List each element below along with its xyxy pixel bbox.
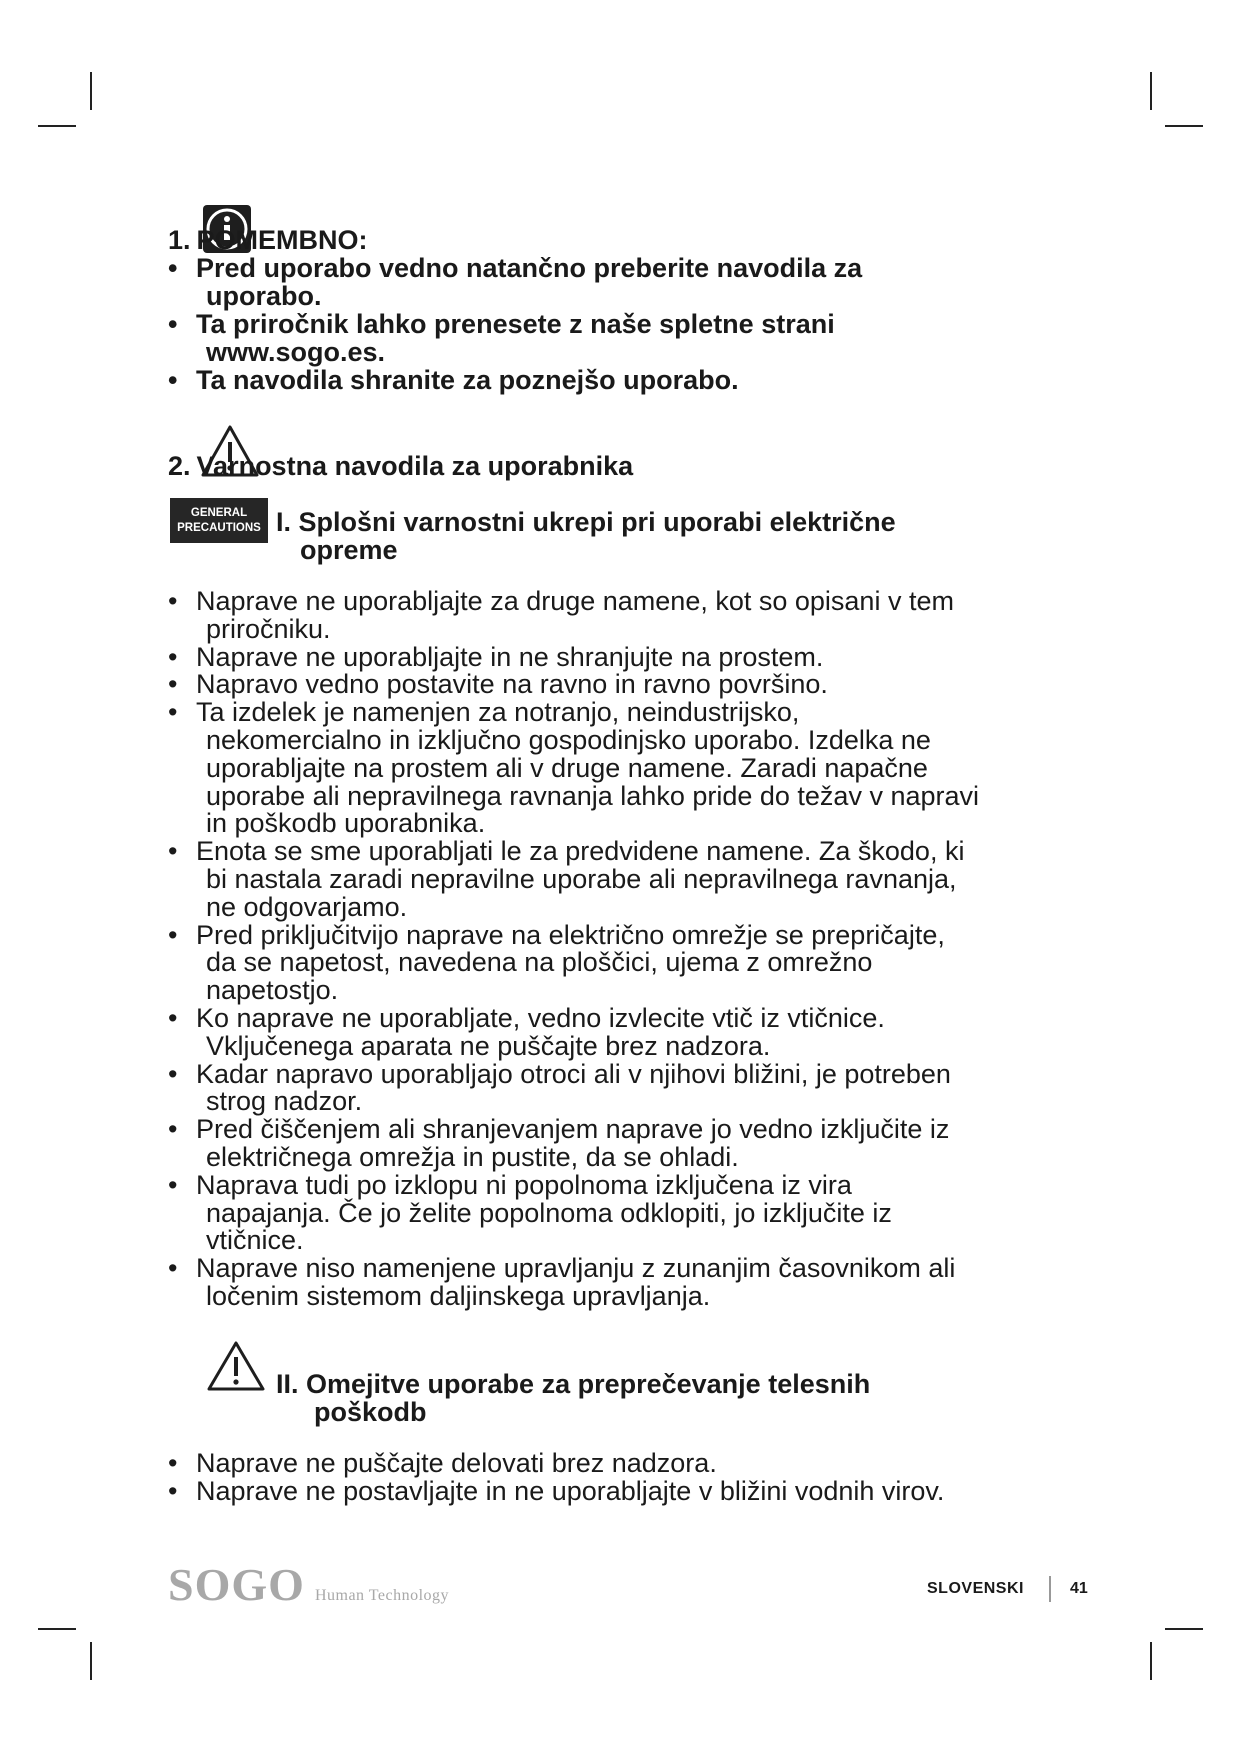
bullet: • (168, 1448, 178, 1478)
list-item (168, 838, 1068, 921)
list-item (168, 1169, 1068, 1256)
item-line: strog nadzor. (206, 1086, 363, 1117)
item-line: uporabljajte na prostem ali v druge namene. Zaradi napačne (206, 752, 928, 783)
section-2-heading (168, 452, 633, 480)
item-line: napajanja. Če jo želite popolnoma odklopiti, jo izključite iz (206, 1197, 892, 1228)
bullet: • (168, 309, 178, 339)
item-line: in poškodb uporabnika. (206, 808, 486, 839)
item-line: priročniku. (206, 613, 331, 644)
item-line: Napravo vedno postavite na ravno in ravno površino. (196, 669, 828, 700)
item-line: Enota se sme uporabljati le za predvidene namene. Za škodo, ki (196, 836, 965, 867)
bullet: • (168, 641, 178, 672)
item-line: napetostjo. (206, 975, 339, 1006)
important-list (168, 254, 862, 394)
bullet: • (168, 1002, 178, 1033)
page-number: 41 (1070, 1580, 1088, 1597)
item-line: Kadar napravo uporabljajo otroci ali v njihovi bližini, je potreben (196, 1058, 951, 1089)
item-line: nekomercialno in izključno gospodinjsko uporabo. Izdelka ne (206, 724, 931, 755)
item-line: Vključenega aparata ne puščajte brez nadzora. (206, 1030, 771, 1061)
list-item (168, 588, 1068, 644)
item-line: Pred priključitvijo naprave na električno omrežje se prepričajte, (196, 919, 945, 950)
general-precautions-badge (170, 498, 268, 543)
list-item (168, 310, 862, 366)
list-item (168, 1450, 1068, 1478)
list-item (168, 671, 1068, 699)
list-item (168, 1116, 1068, 1172)
crop-mark (1150, 72, 1152, 110)
bullet: • (168, 836, 178, 867)
item-line: bi nastala zaradi nepravilne uporabe ali nepravilnega ravnanja, (206, 863, 957, 894)
bullet: • (168, 586, 178, 616)
subsection-2-heading (276, 1370, 870, 1426)
subsection-title-line: II. Omejitve uporabe za preprečevanje telesnih (276, 1369, 871, 1399)
crop-mark (90, 72, 92, 110)
badge-line: PRECAUTIONS (177, 521, 261, 534)
brand-tagline: Human Technology (314, 1587, 450, 1604)
subsection-title-line: I. Splošni varnostni ukrepi pri uporabi električne (276, 507, 896, 537)
item-line: Pred čiščenjem ali shranjevanjem naprave jo vedno izključite iz (196, 1114, 950, 1145)
list-item (168, 1475, 1068, 1506)
subsection-title-line: poškodb (314, 1397, 427, 1427)
item-line: www.sogo.es. (206, 337, 386, 367)
bullet: • (168, 1058, 178, 1089)
brand-name: SOGO (168, 1559, 305, 1610)
section-title: POMEMBNO: (196, 225, 368, 255)
item-line: Pred uporabo vedno natančno preberite navodila za (196, 253, 863, 283)
crop-mark (38, 125, 76, 127)
item-line: vtičnice. (206, 1225, 304, 1256)
item-line: električnega omrežja in pustite, da se ohladi. (206, 1141, 739, 1172)
general-precautions-list (168, 588, 1068, 1311)
list-item (168, 254, 862, 310)
crop-mark (1165, 1628, 1203, 1630)
bullet: • (168, 697, 178, 728)
item-line: Naprava tudi po izklopu ni popolnoma izključena iz vira (196, 1169, 852, 1200)
list-item (168, 641, 1068, 672)
bullet: • (168, 919, 178, 950)
bullet: • (168, 1253, 178, 1284)
injury-prevention-list (168, 1450, 1068, 1506)
list-item (168, 699, 1068, 838)
badge-line: GENERAL (190, 506, 248, 519)
crop-mark (90, 1642, 92, 1680)
subsection-1-heading (276, 508, 896, 564)
bullet: • (168, 1475, 178, 1506)
section-1-heading (168, 226, 368, 254)
item-line: Naprave ne uporabljajte za druge namene, kot so opisani v tem (196, 586, 954, 616)
footer-divider (1049, 1576, 1051, 1602)
sogo-logo (168, 1558, 449, 1611)
item-line: Ta priročnik lahko prenesete z naše spletne strani (196, 309, 835, 339)
item-line: Ko naprave ne uporabljate, vedno izvlecite vtič iz vtičnice. (196, 1002, 885, 1033)
bullet: • (168, 1114, 178, 1145)
list-item (168, 366, 862, 394)
item-line: Naprave niso namenjene upravljanju z zunanjim časovnikom ali (196, 1253, 956, 1284)
list-item (168, 1058, 1068, 1117)
item-line: Ta izdelek je namenjen za notranjo, neindustrijsko, (196, 697, 800, 728)
item-line: ne odgovarjamo. (206, 891, 408, 922)
item-line: uporabo. (206, 281, 322, 311)
item-line: Naprave ne puščajte delovati brez nadzora. (196, 1448, 717, 1478)
bullet: • (168, 253, 178, 283)
list-item (168, 1255, 1068, 1311)
crop-mark (38, 1628, 76, 1630)
section-number: 1. (168, 225, 191, 255)
bullet: • (168, 365, 178, 395)
list-item (168, 1002, 1068, 1061)
item-line: da se napetost, navedena na ploščici, ujema z omrežno (206, 947, 873, 978)
subsection-title-line: opreme (300, 535, 398, 565)
item-line: uporabe ali nepravilnega ravnanja lahko pride do težav v napravi (206, 780, 980, 811)
section-number: 2. (168, 451, 191, 481)
bullet: • (168, 1169, 178, 1200)
item-line: Naprave ne uporabljajte in ne shranjujte na prostem. (196, 641, 824, 672)
crop-mark (1150, 1642, 1152, 1680)
warning-icon (206, 1340, 266, 1392)
item-line: Ta navodila shranite za poznejšo uporabo. (196, 365, 739, 395)
crop-mark (1165, 125, 1203, 127)
bullet: • (168, 669, 178, 700)
list-item (168, 919, 1068, 1006)
item-line: Naprave ne postavljajte in ne uporabljajte v bližini vodnih virov. (196, 1475, 945, 1506)
section-title: Varnostna navodila za uporabnika (196, 451, 634, 481)
item-line: ločenim sistemom daljinskega upravljanja. (206, 1280, 711, 1311)
footer-language: SLOVENSKI (927, 1580, 1024, 1597)
